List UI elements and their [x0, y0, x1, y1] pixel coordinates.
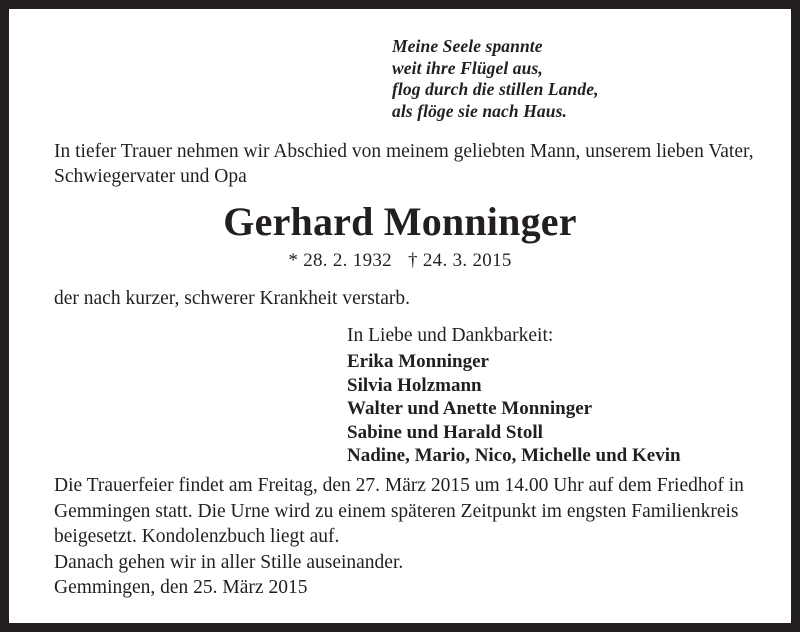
place-and-date: Gemmingen, den 25. März 2015 [54, 577, 308, 598]
poem-line-1: Meine Seele spannte [392, 36, 543, 56]
family-block [347, 323, 681, 468]
poem-line-4: als flöge sie nach Haus. [392, 100, 567, 121]
funeral-closing-line: Danach gehen wir in aller Stille auseinander. [54, 551, 404, 573]
family-heading: In Liebe und Dankbarkeit: [347, 325, 554, 346]
family-member: Nadine, Mario, Nico, Michelle und Kevin [347, 445, 681, 466]
deceased-block [10, 199, 790, 272]
obituary-notice-body [9, 9, 791, 623]
funeral-details-paragraph: Die Trauerfeier findet am Freitag, den 27. März 2015 um 14.00 Uhr auf dem Friedhof in Gemmingen statt. Die Urne wird zu einem späteren Zeitpunkt im engsten Familienkreis beigesetzt. Kondolenzbuch liegt auf. [54, 475, 744, 547]
funeral-details [54, 473, 768, 575]
death-date: 24. 3. 2015 [422, 250, 512, 271]
birth-date: 28. 2. 1932 [303, 250, 392, 271]
memorial-poem [392, 36, 599, 122]
family-member: Silvia Holzmann [347, 374, 482, 396]
birth-symbol: * [288, 250, 299, 271]
family-member: Sabine und Harald Stoll [347, 421, 543, 443]
mourning-intro-text: In tiefer Trauer nehmen wir Abschied von meinem geliebten Mann, unserem lieben Vater, Schwiegervater und Opa [54, 141, 754, 187]
poem-line-3: flog durch die stillen Lande, [392, 79, 599, 99]
deceased-name: Gerhard Monninger [223, 199, 577, 244]
life-dates [10, 249, 790, 272]
family-member: Erika Monninger [347, 351, 489, 372]
death-symbol: † [408, 250, 418, 271]
cause-of-death-line: der nach kurzer, schwerer Krankheit verstarb. [54, 288, 410, 309]
poem-line-2: weit ihre Flügel aus, [392, 57, 543, 78]
family-member: Walter und Anette Monninger [347, 398, 593, 419]
